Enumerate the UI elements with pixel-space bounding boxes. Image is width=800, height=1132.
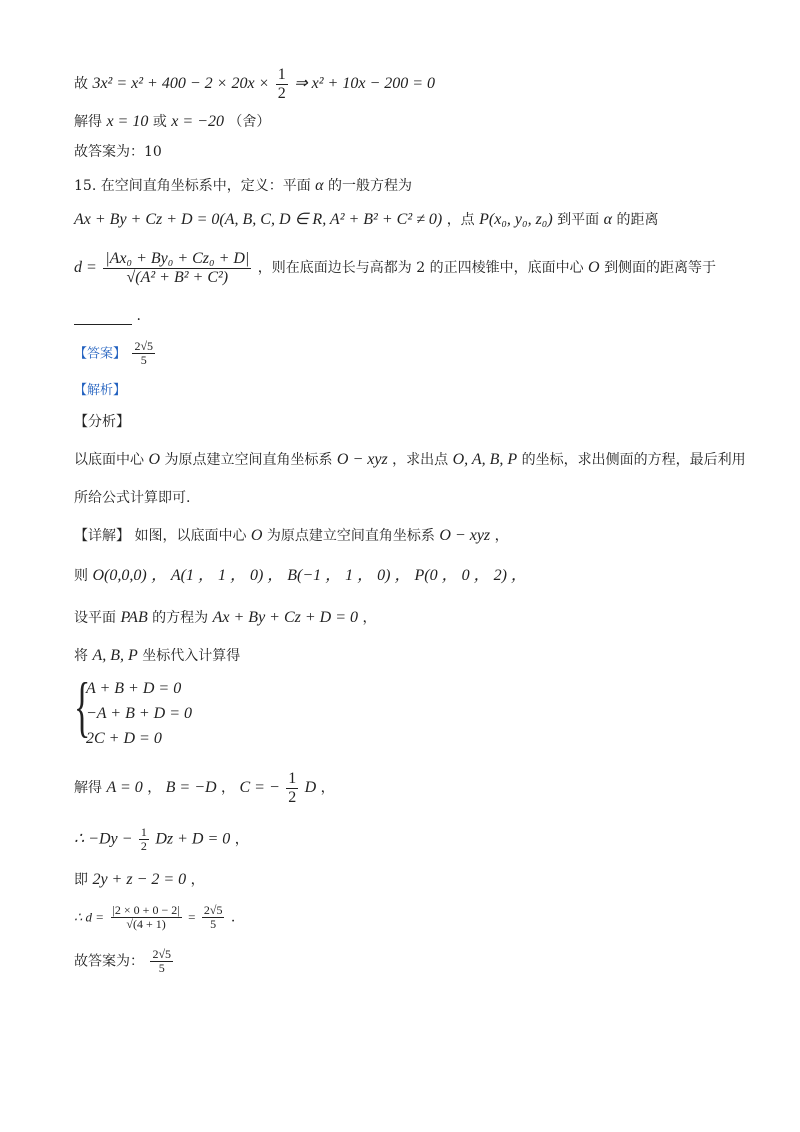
question-number: 15. (74, 178, 97, 194)
answer-line-14: 故答案为：10 (74, 144, 162, 160)
plane-equation-line (74, 608, 376, 627)
fraction-denominator: √(A² + B² + C²) (126, 268, 229, 286)
text: ，点 (446, 212, 475, 228)
fenxi-line-1 (74, 450, 746, 469)
fraction-numerator: 1 (277, 66, 286, 83)
text: ， (190, 872, 205, 888)
fraction-numerator: 2√5 (152, 947, 172, 961)
text: 为原点建立空间直角坐标系 (164, 452, 333, 468)
text: ， (234, 831, 249, 848)
text: 的距离 (616, 212, 659, 228)
fraction-denominator: 5 (158, 961, 165, 976)
alpha-symbol: α (315, 177, 324, 194)
fraction-numerator: |Ax₀ + By₀ + Cz₀ + D| (105, 250, 250, 267)
text: ，则在底面边长与高都为 2 的正四棱锥中，底面中心 (257, 260, 584, 277)
text: ， (362, 610, 377, 626)
system-equation: A + B + D = 0 (86, 680, 182, 697)
text: 即 (74, 872, 88, 888)
fraction-numerator: |2 × 0 + 0 − 2| (112, 903, 180, 917)
point-o-label: O (250, 527, 263, 544)
answer-fraction (132, 340, 155, 367)
math-expression: PAB (120, 609, 148, 626)
math-expression: O, A, B, P (452, 451, 518, 468)
text: ， (494, 528, 509, 544)
text-prefix: 故 (74, 76, 88, 93)
fenxi-tag-line (74, 414, 130, 431)
final-fraction (150, 948, 173, 975)
text: 将 (74, 648, 88, 664)
math-expression: D (304, 779, 317, 797)
math-expression: 2y + z − 2 = 0 (92, 871, 187, 888)
fraction-numerator: 1 (288, 770, 297, 787)
text: 以底面中心 (74, 452, 144, 468)
math-expression: C = − (239, 779, 280, 797)
left-brace: { (74, 668, 91, 744)
equation-line-1 (74, 66, 435, 102)
solution-values-line (74, 770, 335, 806)
fenxi-tag: 【分析】 (74, 414, 130, 430)
therefore-line-1 (74, 826, 249, 853)
text: . (136, 308, 141, 324)
text-note: （舍） (228, 114, 271, 130)
text: 为原点建立空间直角坐标系 (266, 528, 435, 544)
fraction-denominator: 5 (210, 917, 217, 932)
math-expression: A = 0 (106, 779, 143, 797)
solution-line (74, 112, 270, 131)
general-equation-line (74, 210, 658, 229)
text: ，求出点 (392, 452, 449, 468)
fraction-denominator: 2 (140, 839, 147, 854)
answer-line (74, 340, 157, 367)
math-expression: ∴ −Dy − (74, 830, 133, 848)
text: 故答案为： (74, 953, 144, 970)
math-expression: ， A(1 ， 1 ， 0) ， B(−1 ， 1 ， 0) ， P(0 ， 0 ， 2) ， (151, 567, 527, 584)
text: 设平面 (74, 610, 116, 626)
fraction-numerator: 2√5 (203, 903, 223, 917)
text: 坐标代入计算得 (142, 648, 241, 664)
text: 的坐标，求出侧面的方程，最后利用 (521, 452, 746, 468)
math-expression: ⇒ x² + 10x − 200 = 0 (294, 75, 436, 93)
simplified-plane-line (74, 870, 205, 889)
text: 则 (74, 568, 88, 584)
text: ， (147, 780, 162, 797)
math-expression: A, B, P (92, 647, 138, 664)
fraction-denominator: 2 (288, 788, 297, 806)
fraction-numerator: 1 (140, 825, 147, 839)
result-fraction (202, 904, 225, 931)
text-or: 或 (152, 114, 167, 130)
text: 到平面 (557, 212, 600, 228)
coordinates-line (74, 566, 527, 585)
xiangjie-line-1 (74, 526, 509, 545)
text-prefix: 解得 (74, 114, 102, 130)
math-expression: O(0,0,0) (92, 567, 147, 584)
fraction-numerator: 2√5 (134, 339, 154, 353)
alpha-symbol: α (603, 211, 612, 228)
math-expression: ∴ d = (74, 909, 105, 925)
system-equation: −A + B + D = 0 (86, 705, 192, 722)
point-o-label: O (148, 451, 161, 468)
jiexi-tag: 【解析】 (74, 383, 127, 398)
fraction-half (286, 770, 298, 806)
system-equation: 2C + D = 0 (86, 730, 162, 747)
math-expression: O − xyz (336, 451, 388, 468)
jiexi-tag-line (74, 382, 126, 399)
point-o-label: O (588, 259, 600, 277)
distance-fraction (111, 904, 182, 931)
math-expression: Ax + By + Cz + D = 0(A, B, C, D ∈ R, A² + B² + C² ≠ 0) (74, 211, 443, 228)
equation-system (74, 668, 192, 751)
fraction-half (139, 826, 149, 853)
math-expression: Ax + By + Cz + D = 0 (212, 609, 359, 626)
xiangjie-tag: 【详解】 (74, 528, 130, 544)
text: 如图，以底面中心 (134, 528, 247, 544)
fenxi-line-2: 所给公式计算即可. (74, 490, 191, 506)
distance-calc-line (74, 904, 235, 931)
question-text: 在空间直角坐标系中，定义：平面 (100, 178, 311, 194)
question-15-intro (74, 176, 412, 195)
math-expression: B = −D (165, 779, 217, 797)
math-expression: P(x₀, y₀, z₀) (479, 211, 553, 228)
math-expression: O − xyz (439, 527, 491, 544)
text: 的方程为 (152, 610, 209, 626)
text: ， (320, 780, 335, 797)
fraction-denominator: 5 (140, 353, 147, 368)
distance-formula-line (74, 250, 716, 286)
text: 到侧面的距离等于 (604, 260, 717, 277)
answer-blank (74, 310, 132, 325)
substitution-line (74, 646, 240, 665)
fraction-half (276, 66, 288, 102)
text: 解得 (74, 780, 102, 797)
math-expression: 3x² = x² + 400 − 2 × 20x × (92, 75, 270, 93)
answer-blank-line (74, 308, 141, 325)
question-text: 的一般方程为 (328, 178, 413, 194)
math-expression: x = 10 (106, 113, 149, 130)
text: . (230, 909, 236, 926)
text: ， (221, 780, 236, 797)
math-expression: = (188, 909, 196, 925)
final-answer-line (74, 948, 175, 975)
answer-tag: 【答案】 (74, 346, 127, 362)
math-expression: x = −20 (171, 113, 224, 130)
distance-fraction (103, 250, 251, 286)
fraction-denominator: 2 (277, 84, 286, 102)
fraction-denominator: √(4 + 1) (126, 917, 166, 932)
math-expression: Dz + D = 0 (155, 830, 231, 848)
math-expression: d = (74, 259, 97, 277)
